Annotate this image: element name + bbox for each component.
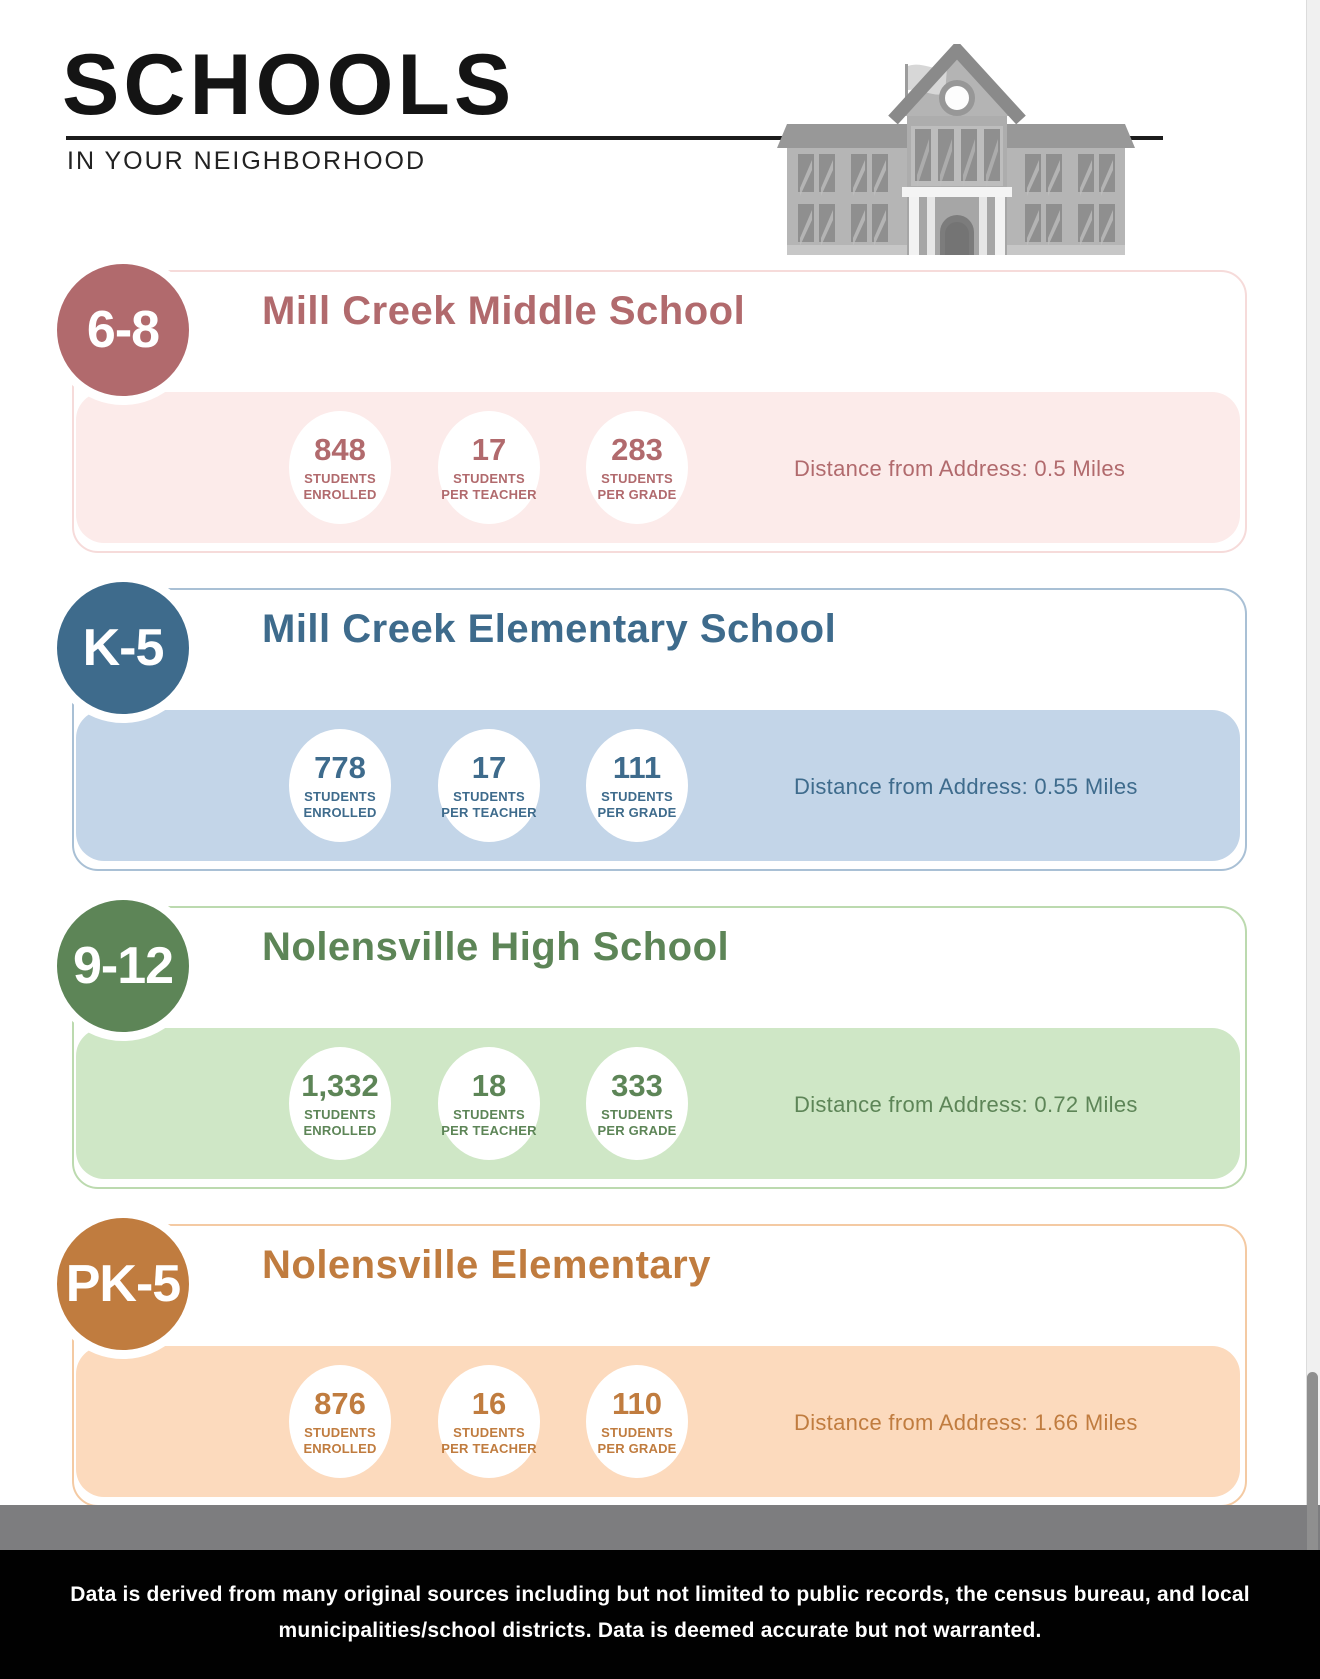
disclaimer-line-2: municipalities/school districts. Data is deemed accurate but not warranted. bbox=[278, 1619, 1042, 1642]
stat-value: 778 bbox=[314, 750, 366, 785]
distance-text: Distance from Address: 0.72 Miles bbox=[794, 1092, 1138, 1117]
grade-badge bbox=[48, 573, 198, 723]
school-name: Mill Creek Elementary School bbox=[262, 607, 837, 651]
page-title: SCHOOLS bbox=[62, 37, 516, 133]
grade-badge bbox=[48, 891, 198, 1041]
grade-badge bbox=[48, 255, 198, 405]
scrollbar-thumb[interactable] bbox=[1307, 1372, 1318, 1550]
distance-text: Distance from Address: 1.66 Miles bbox=[794, 1410, 1138, 1435]
stat-label: STUDENTS PER GRADE bbox=[597, 471, 677, 502]
stat-label: STUDENTS PER TEACHER bbox=[441, 789, 537, 820]
stat-label: STUDENTS PER TEACHER bbox=[441, 471, 537, 502]
stat-circle-per-teacher bbox=[438, 1047, 540, 1160]
footer-disclaimer bbox=[0, 1550, 1320, 1679]
page-subtitle: IN YOUR NEIGHBORHOOD bbox=[67, 147, 427, 175]
stat-label: STUDENTS PER TEACHER bbox=[441, 1107, 537, 1138]
stat-circle-enrolled bbox=[289, 1047, 391, 1160]
stat-label: STUDENTS PER GRADE bbox=[597, 1107, 677, 1138]
grade-range-label: PK-5 bbox=[65, 1255, 181, 1313]
stat-circle-per-grade bbox=[586, 1365, 688, 1478]
stat-value: 876 bbox=[314, 1386, 366, 1421]
stat-value: 333 bbox=[611, 1068, 663, 1103]
stat-circle-per-teacher bbox=[438, 411, 540, 524]
stat-circle-per-teacher bbox=[438, 729, 540, 842]
stat-value: 1,332 bbox=[301, 1068, 379, 1103]
stat-label: STUDENTS ENROLLED bbox=[303, 471, 377, 502]
school-card-nolensville-high bbox=[72, 906, 1247, 1189]
stat-circle-enrolled bbox=[289, 729, 391, 842]
school-card-nolensville-elementary bbox=[65, 1224, 1247, 1507]
bottom-gray-bar bbox=[0, 1505, 1320, 1550]
grade-badge bbox=[48, 1209, 198, 1359]
stat-circle-enrolled bbox=[289, 1365, 391, 1478]
stat-value: 17 bbox=[471, 432, 507, 467]
disclaimer-line-1: Data is derived from many original sources including but not limited to public records, the census bureau, and local bbox=[70, 1583, 1250, 1606]
stat-circle-per-grade bbox=[586, 411, 688, 524]
stat-circle-per-grade bbox=[586, 1047, 688, 1160]
stat-value: 283 bbox=[611, 432, 663, 467]
school-name: Nolensville High School bbox=[262, 925, 730, 969]
stat-value: 110 bbox=[611, 1386, 662, 1421]
school-card-mill-creek-elementary bbox=[72, 588, 1247, 871]
school-card-mill-creek-middle bbox=[72, 270, 1247, 553]
distance-text: Distance from Address: 0.5 Miles bbox=[794, 456, 1126, 481]
school-name: Nolensville Elementary bbox=[262, 1243, 711, 1287]
stat-value: 18 bbox=[471, 1068, 507, 1103]
stat-label: STUDENTS PER GRADE bbox=[597, 1425, 677, 1456]
distance-text: Distance from Address: 0.55 Miles bbox=[794, 774, 1138, 799]
scrollbar-track[interactable] bbox=[1306, 0, 1320, 1550]
school-building-icon bbox=[777, 44, 1135, 256]
school-name: Mill Creek Middle School bbox=[262, 289, 746, 333]
stat-value: 111 bbox=[612, 750, 662, 785]
grade-range-label: K-5 bbox=[82, 619, 164, 677]
stat-label: STUDENTS ENROLLED bbox=[303, 1107, 377, 1138]
stat-circle-per-teacher bbox=[438, 1365, 540, 1478]
grade-range-label: 6-8 bbox=[86, 301, 160, 359]
stat-label: STUDENTS PER TEACHER bbox=[441, 1425, 537, 1456]
stat-value: 17 bbox=[471, 750, 507, 785]
stat-label: STUDENTS ENROLLED bbox=[303, 789, 377, 820]
stat-label: STUDENTS ENROLLED bbox=[303, 1425, 377, 1456]
stat-label: STUDENTS PER GRADE bbox=[597, 789, 677, 820]
stat-circle-enrolled bbox=[289, 411, 391, 524]
stat-circle-per-grade bbox=[586, 729, 688, 842]
stat-value: 16 bbox=[471, 1386, 507, 1421]
grade-range-label: 9-12 bbox=[72, 937, 174, 995]
stat-value: 848 bbox=[314, 432, 366, 467]
